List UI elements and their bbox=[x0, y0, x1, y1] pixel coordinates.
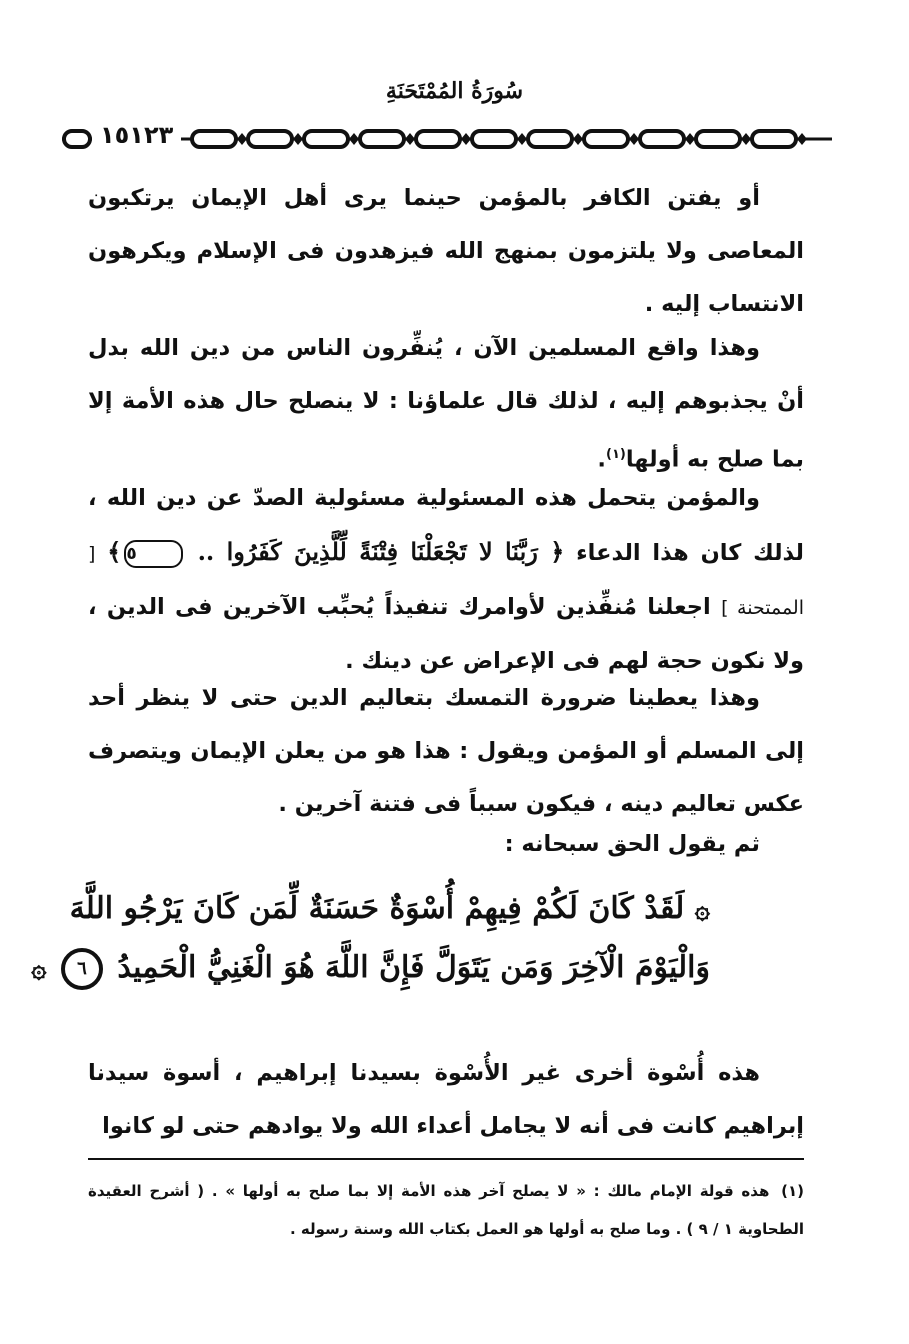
footnote-text: هذه قولة الإمام مالك : « لا يصلح آخر هذه الأمة إلا بما صلح به أولها » . ( أشرح العقيدة الطحاوية ١ / ٩ ) . وما صلح به أولها هو العمل بكتاب الله وسنة رسوله . bbox=[88, 1182, 804, 1238]
paragraph-1 bbox=[88, 172, 804, 331]
chain-link bbox=[304, 131, 348, 147]
chain-link bbox=[64, 131, 90, 147]
paragraph-text: وهذا واقع المسلمين الآن ، يُنفِّرون الناس من دين الله بدل أنْ يجذبوهم إليه ، لذلك قال علماؤنا : لا ينصلح حال هذه الأمة إلا بما صلح به أولها bbox=[88, 335, 804, 473]
inline-quran-verse: ﴿ رَبَّنَا لا تَجْعَلْنَا فِتْنَةً لِّلَّذِينَ كَفَرُوا .. bbox=[197, 537, 565, 566]
chain-diamond bbox=[405, 133, 415, 145]
footnote-number: (١) bbox=[781, 1182, 804, 1200]
paragraph-text: أو يفتن الكافر بالمؤمن حينما يرى أهل الإيمان يرتكبون المعاصى ولا يلتزمون بمنهج الله فيزهدون فى الإسلام ويكرهون الانتساب إليه . bbox=[88, 185, 804, 317]
chain-link bbox=[696, 131, 740, 147]
chain-diamond bbox=[461, 133, 471, 145]
chain-link bbox=[584, 131, 628, 147]
chain-link bbox=[192, 131, 236, 147]
verse-text-line-2: وَالْيَوْمَ الْآخِرَ وَمَن يَتَوَلَّ فَإِنَّ اللَّهَ هُوَ الْغَنِيُّ الْحَمِيدُ bbox=[117, 950, 710, 985]
chain-link bbox=[640, 131, 684, 147]
chain-link bbox=[472, 131, 516, 147]
paragraph-6 bbox=[88, 1047, 804, 1153]
ayah-number-badge: ٦ bbox=[61, 948, 103, 990]
chain-link bbox=[416, 131, 460, 147]
footnote bbox=[88, 1172, 804, 1248]
chain-diamond bbox=[797, 133, 807, 145]
chain-diamond bbox=[517, 133, 527, 145]
footnote-divider bbox=[88, 1158, 804, 1160]
surah-reference: [ الممتحنة ] bbox=[88, 543, 804, 619]
chain-diamond bbox=[685, 133, 695, 145]
verse-close-bracket: ﴾ bbox=[107, 537, 122, 566]
verse-line-1 bbox=[69, 880, 710, 939]
chain-diamond bbox=[573, 133, 583, 145]
verse-line-2 bbox=[31, 939, 710, 998]
header-ornament-band bbox=[62, 121, 832, 154]
chain-link bbox=[248, 131, 292, 147]
verse-open-ornament-icon: ۞ bbox=[694, 895, 710, 925]
chain-diamond bbox=[293, 133, 303, 145]
quran-verse-block bbox=[31, 880, 710, 998]
verse-close-ornament-icon: ۞ bbox=[31, 954, 47, 984]
chain-link bbox=[528, 131, 572, 147]
paragraph-3 bbox=[88, 472, 804, 688]
verse-text-line-1: لَقَدْ كَانَ لَكُمْ فِيهِمْ أُسْوَةٌ حَسَنَةٌ لِّمَن كَانَ يَرْجُو اللَّهَ bbox=[69, 891, 685, 926]
chain-diamond bbox=[741, 133, 751, 145]
page-number: ١٥١٢٣ bbox=[92, 120, 181, 150]
chain-diamond bbox=[237, 133, 247, 145]
paragraph-text: ثم يقول الحق سبحانه : bbox=[504, 831, 760, 857]
footnote-reference[interactable]: (١) bbox=[605, 447, 626, 462]
paragraph-text-continued: اجعلنا مُنفِّذين لأوامرك تنفيذاً يُحبِّب الآخرين فى الدين ، ولا نكون حجة لهم فى الإعراض عن دينك . bbox=[88, 594, 804, 674]
ayah-number-marker: ٥ bbox=[124, 540, 182, 568]
chain-link bbox=[360, 131, 404, 147]
paragraph-4 bbox=[88, 672, 804, 831]
chain-diamond bbox=[349, 133, 359, 145]
chain-diamond bbox=[629, 133, 639, 145]
chain-link bbox=[752, 131, 796, 147]
paragraph-2 bbox=[88, 322, 804, 487]
paragraph-text: هذه أُسْوة أخرى غير الأُسْوة بسيدنا إبراهيم ، أسوة سيدنا إبراهيم كانت فى أنه لا يجامل أعداء الله ولا يوادهم حتى لو كانوا bbox=[88, 1060, 804, 1139]
paragraph-text: وهذا يعطينا ضرورة التمسك بتعاليم الدين حتى لا ينظر أحد إلى المسلم أو المؤمن ويقول : هذا هو من يعلن الإيمان ويتصرف عكس تعاليم دينه ، فيكون سبباً فى فتنة آخرين . bbox=[88, 685, 804, 817]
paragraph-5 bbox=[88, 818, 804, 871]
paragraph-end-mark: . bbox=[597, 446, 606, 473]
surah-title: سُورَةُ المُمْتَحَنَةِ bbox=[385, 78, 524, 104]
paragraph-text: والمؤمن يتحمل هذه المسئولية مسئولية الصدّ عن دين الله ، لذلك كان هذا الدعاء bbox=[88, 485, 804, 566]
